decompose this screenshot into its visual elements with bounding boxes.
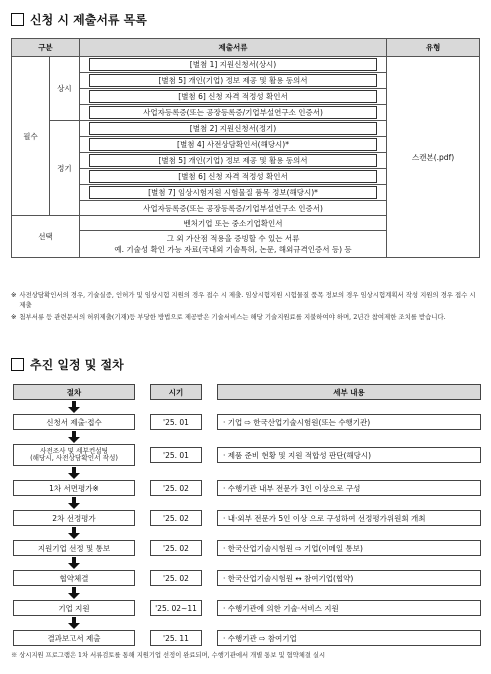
checkbox-square-icon — [11, 358, 24, 371]
doc-item: [별첨 5] 개인(기업) 정보 제공 및 활용 동의서 — [89, 74, 377, 87]
down-arrow-icon — [68, 467, 80, 479]
table-row — [12, 57, 480, 73]
doc-item: [별첨 7] 임상시험지원 시험물질 품목 정보(해당시)* — [89, 186, 377, 199]
doc-item: 그 외 가산점 적용을 증빙할 수 있는 서류 — [166, 234, 300, 243]
procedure-flow — [13, 383, 481, 647]
section-title-text: 신청 시 제출서류 목록 — [30, 13, 147, 27]
optional-label: 선택 — [12, 216, 80, 258]
down-arrow-icon — [68, 401, 80, 413]
doc-item: [별첨 6] 신청 자격 적정성 확인서 — [89, 90, 377, 103]
doc-item: [별첨 1] 지원신청서(상시) — [89, 58, 377, 71]
section-title-text: 추진 일정 및 절차 — [30, 358, 124, 372]
doc-item: 사업자등록증(또는 공장등록증/기업부설연구소 인증서) — [89, 106, 377, 119]
doc-item: 사업자등록증(또는 공장등록증/기업부설연구소 인증서) — [143, 203, 323, 213]
doc-item: [별첨 6] 신청 자격 적정성 확인서 — [89, 170, 377, 183]
down-arrow-icon — [68, 587, 80, 599]
procedure-step: 지원기업 선정 및 통보 '25. 02 · 한국산업기술시험원 ⇨ 기업(이메일 통보) — [13, 539, 481, 557]
procedure-step: 사전조사 및 세부컨설팅 (해당시, 사전상담확인서 작성) '25. 01 · 제품 준비 현황 및 지원 적합성 판단(해당시) — [13, 443, 481, 467]
header-docs: 제출서류 — [79, 39, 386, 57]
header-type: 유형 — [387, 39, 480, 57]
table-header-row — [12, 39, 480, 57]
required-label: 필수 — [12, 57, 50, 216]
down-arrow-icon — [68, 557, 80, 569]
header-category: 구분 — [12, 39, 80, 57]
down-arrow-icon — [68, 497, 80, 509]
note-item: ※ 사전상담확인서의 경우, 기술실증, 인허가 및 임상시험 지원의 경우 접수 시 제출. 임상시험지원 시험물질 품목 정보의 경우 임상시험계획서 작성 지원의 경우 접수 시 제출 — [11, 291, 476, 309]
footnote: ※ 상시지원 프로그램은 1차 서류검토를 통해 지원기업 선정이 완료되며, 수행기관에서 개별 통보 및 협약체결 실시 — [11, 652, 326, 659]
checkbox-square-icon — [11, 13, 24, 26]
section-title-documents — [11, 11, 147, 28]
doc-item: [별첨 2] 지원신청서(정기) — [89, 122, 377, 135]
procedure-step: 기업 지원 '25. 02~11 · 수행기관에 의한 기술·서비스 지원 — [13, 599, 481, 617]
header-detail: 세부 내용 — [217, 384, 481, 400]
note-item: ※ 첨부서류 등 관련문서의 허위제출(기재)등 부당한 방법으로 제공받은 기술서비스는 해당 기술지원료를 지불하여야 하며, 2년간 참여제한 조치를 받습니다. — [11, 313, 446, 321]
doc-item: 벤처기업 또는 중소기업확인서 — [183, 218, 283, 228]
section-title-schedule — [11, 356, 124, 373]
documents-table — [11, 38, 480, 258]
notes — [11, 290, 483, 324]
header-time: 시기 — [150, 384, 202, 400]
first-label: 상시 — [49, 57, 79, 121]
regular-label: 정기 — [49, 121, 79, 216]
doc-item: [별첨 5] 개인(기업) 정보 제공 및 활용 동의서 — [89, 154, 377, 167]
header-step: 절차 — [13, 384, 135, 400]
procedure-step: 1차 서면평가※ '25. 02 · 수행기관 내부 전문가 3인 이상으로 구성 — [13, 479, 481, 497]
procedure-step: 2차 선정평가 '25. 02 · 내·외부 전문가 5인 이상 으로 구성하여 선정평가위원회 개최 — [13, 509, 481, 527]
procedure-step: 신청서 제출·접수 '25. 01 · 기업 ⇨ 한국산업기술시험원(또는 수행기관) — [13, 413, 481, 431]
procedure-step: 결과보고서 제출 '25. 11 · 수행기관 ⇨ 참여기업 — [13, 629, 481, 647]
doc-item: [별첨 4] 사전상담확인서(해당시)* — [89, 138, 377, 151]
procedure-step: 협약체결 '25. 02 · 한국산업기술시험원 ↔ 참여기업(협약) — [13, 569, 481, 587]
procedure-header — [13, 383, 481, 401]
doc-item: 예. 기술성 확인 가능 자료(국내외 기술특허, 논문, 해외규격인증서 등) 등 — [114, 245, 352, 254]
file-type: 스캔본(.pdf) — [387, 57, 480, 258]
down-arrow-icon — [68, 431, 80, 443]
down-arrow-icon — [68, 617, 80, 629]
down-arrow-icon — [68, 527, 80, 539]
